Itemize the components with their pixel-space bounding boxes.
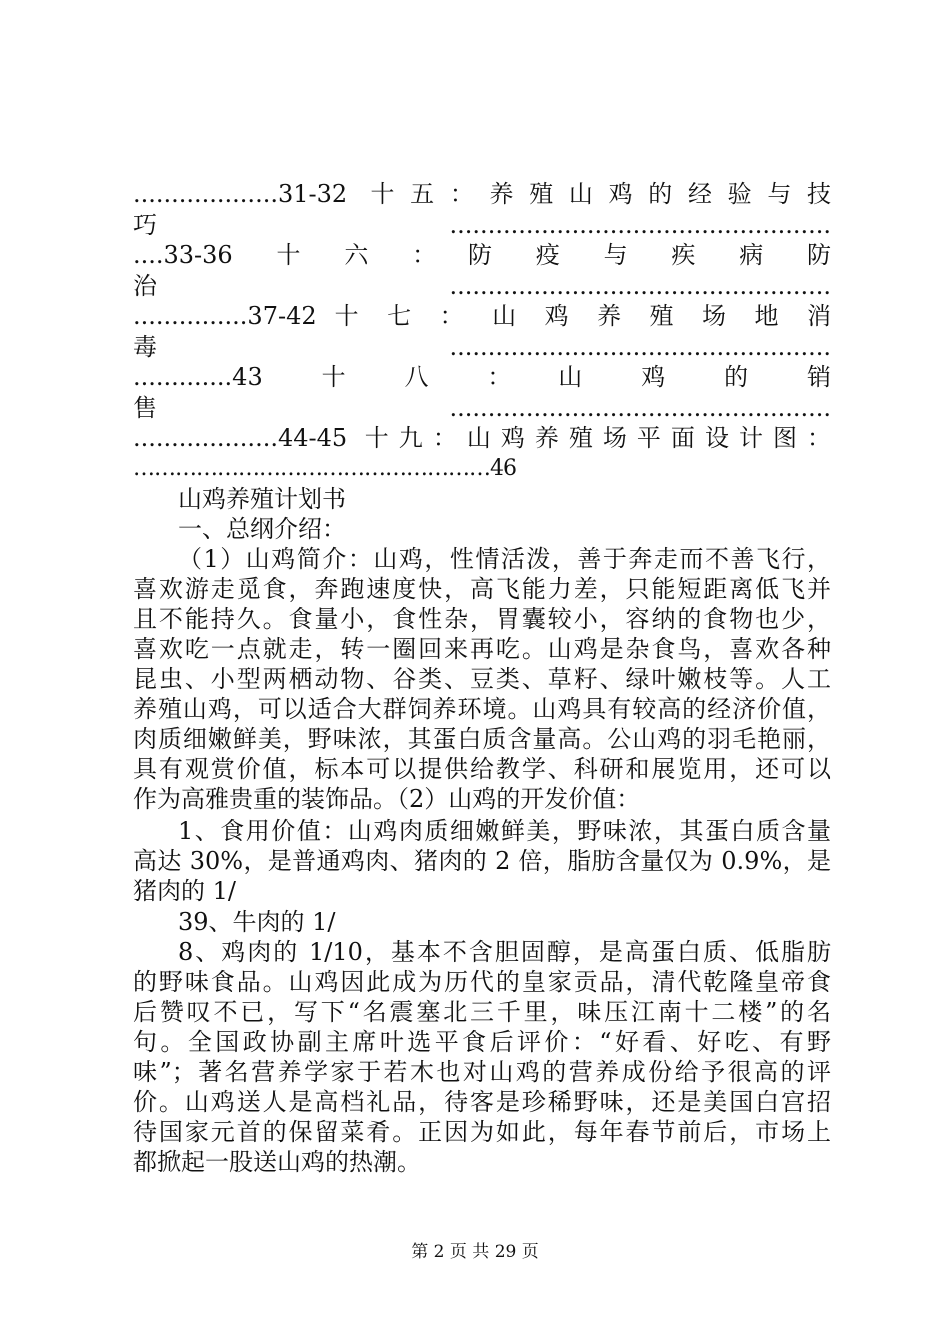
toc-line: ……………………………………………46 — [133, 456, 516, 481]
body-line: 养殖山鸡，可以适合大群饲养环境。山鸡具有较高的经济价值， — [133, 695, 831, 723]
body-line: 作为高雅贵重的装饰品。（2）山鸡的开发价值： — [133, 785, 641, 813]
body-line: 喜欢吃一点就走，转一圈回来再吃。山鸡是杂食鸟，喜欢各种 — [133, 635, 831, 663]
toc-line: ...............37-42 十 七 ： 山 鸡 养 殖 场 地 消 — [133, 302, 831, 330]
document-title: 山鸡养殖计划书 — [178, 485, 346, 513]
toc-line: ...................44-45 十九：山鸡养殖场平面设计图： — [133, 424, 831, 452]
body-line: 1、食用价值：山鸡肉质细嫩鲜美，野味浓，其蛋白质含量 — [178, 817, 831, 845]
body-line: 后赞叹不已，写下“名震塞北三千里，味压江南十二楼”的名 — [133, 998, 831, 1026]
body-line: 待国家元首的保留菜肴。正因为如此，每年春节前后，市场上 — [133, 1118, 831, 1146]
body-line: 具有观赏价值，标本可以提供给教学、科研和展览用，还可以 — [133, 755, 831, 783]
body-line: 猪肉的 1/ — [133, 877, 236, 905]
body-line: 高达 30%，是普通鸡肉、猪肉的 2 倍，脂肪含量仅为 0.9%，是 — [133, 847, 831, 875]
toc-line: ....33-36 十 六 ： 防 疫 与 疾 病 防 — [133, 241, 831, 269]
body-line: 8、鸡肉的 1/10，基本不含胆固醇，是高蛋白质、低脂肪 — [178, 938, 831, 966]
body-line: 价。山鸡送人是高档礼品，待客是珍稀野味，还是美国白宫招 — [133, 1088, 831, 1116]
section-heading: 一、总纲介绍： — [178, 515, 346, 543]
body-line: 都掀起一股送山鸡的热潮。 — [133, 1148, 421, 1176]
toc-line: 治.................................................. — [133, 272, 831, 300]
body-line: 的野味食品。山鸡因此成为历代的皇家贡品，清代乾隆皇帝食 — [133, 968, 831, 996]
toc-line: .............43 十 八 ： 山 鸡 的 销 — [133, 363, 831, 391]
body-line: 且不能持久。食量小，食性杂，胃囊较小，容纳的食物也少， — [133, 605, 831, 633]
body-line: 味”；著名营养学家于若木也对山鸡的营养成份给予很高的评 — [133, 1058, 831, 1086]
page-footer: 第 2 页 共 29 页 — [411, 1242, 539, 1262]
body-line: 肉质细嫩鲜美，野味浓，其蛋白质含量高。公山鸡的羽毛艳丽， — [133, 725, 831, 753]
body-line: 句。全国政协副主席叶选平食后评价：“好看、好吃、有野 — [133, 1028, 831, 1056]
body-line: （1）山鸡简介：山鸡，性情活泼，善于奔走而不善飞行， — [178, 545, 831, 573]
toc-line: 毒.................................................. — [133, 333, 831, 361]
toc-line: ...................31-32 十五：养殖山鸡的经验与技 — [133, 180, 831, 208]
body-line: 39、牛肉的 1/ — [178, 908, 336, 936]
toc-line: 巧.................................................. — [133, 211, 831, 239]
body-line: 喜欢游走觅食，奔跑速度快，高飞能力差，只能短距离低飞并 — [133, 575, 831, 603]
toc-line: 售.................................................. — [133, 394, 831, 422]
body-line: 昆虫、小型两栖动物、谷类、豆类、草籽、绿叶嫩枝等。人工 — [133, 665, 831, 693]
